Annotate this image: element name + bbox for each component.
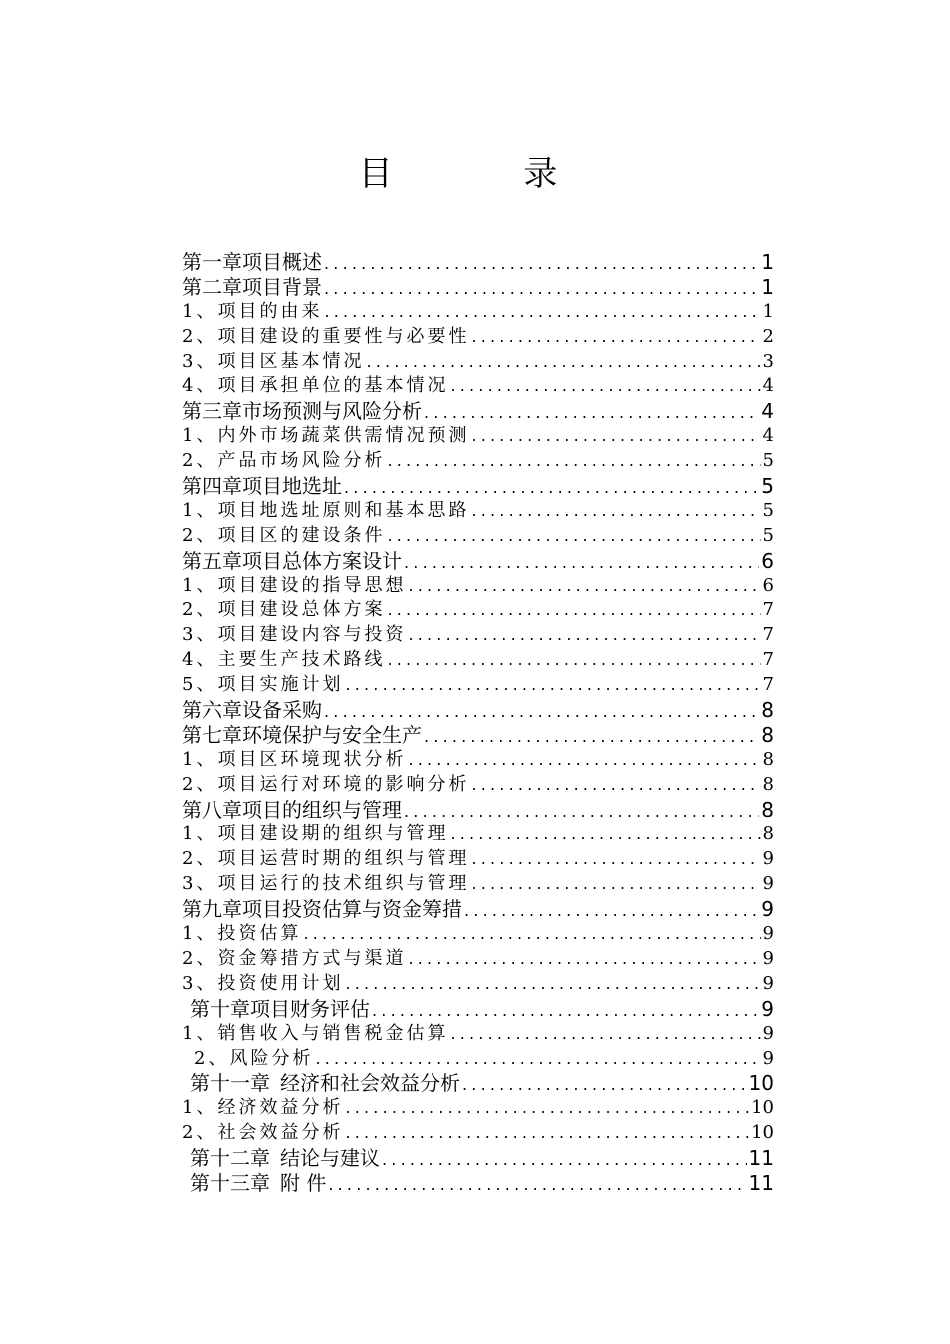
- page-number: 11: [748, 1146, 774, 1171]
- dot-leader: [324, 252, 759, 275]
- toc-chapter-entry[interactable]: [182, 798, 774, 823]
- toc-section-entry[interactable]: [182, 499, 774, 524]
- dot-leader: [408, 947, 760, 972]
- page-number: 11: [748, 1170, 774, 1195]
- dot-leader: [382, 1148, 747, 1171]
- entry-title: 项目财务评估: [250, 996, 370, 1021]
- toc-chapter-entry[interactable]: [182, 549, 774, 574]
- entry-title: 1、投资估算: [182, 923, 302, 945]
- dot-leader: [408, 623, 760, 648]
- toc-chapter-entry[interactable]: [182, 723, 774, 748]
- toc-section-entry[interactable]: [182, 574, 774, 599]
- entry-title: 1、项目建设期的组织与管理: [182, 823, 449, 845]
- toc-section-entry[interactable]: [182, 598, 774, 623]
- dot-leader: [462, 1073, 747, 1096]
- toc-section-entry[interactable]: [182, 822, 774, 847]
- entry-title: 2、项目建设总体方案: [182, 599, 386, 621]
- toc-chapter-entry[interactable]: [182, 250, 774, 275]
- dot-leader: [387, 598, 760, 623]
- toc-chapter-entry[interactable]: [182, 897, 774, 922]
- dot-leader: [344, 476, 759, 499]
- toc-section-entry[interactable]: [182, 947, 774, 972]
- dot-leader: [471, 847, 760, 872]
- chapter-number: 第一章: [182, 250, 242, 274]
- page-number: 8: [761, 722, 774, 747]
- entry-title: 2、项目运行对环境的影响分析: [182, 773, 470, 795]
- chapter-number: 第六章: [182, 698, 242, 723]
- entry-title: 1、项目的由来: [182, 300, 323, 322]
- toc-section-entry[interactable]: [182, 1096, 774, 1121]
- dot-leader: [471, 872, 760, 897]
- toc-chapter-entry[interactable]: [182, 1171, 774, 1196]
- page-number: 7: [762, 599, 774, 621]
- page-number: 8: [761, 698, 774, 723]
- toc-chapter-entry[interactable]: [182, 275, 774, 300]
- entry-title: 1、项目地选址原则和基本思路: [182, 499, 470, 521]
- entry-title: 2、风险分析: [194, 1047, 314, 1069]
- table-of-contents: [182, 250, 774, 1196]
- page-number: 5: [762, 450, 774, 472]
- toc-chapter-entry[interactable]: [182, 1146, 774, 1171]
- toc-section-entry[interactable]: [182, 847, 774, 872]
- dot-leader: [345, 972, 760, 997]
- dot-leader: [424, 725, 759, 748]
- toc-section-entry[interactable]: [182, 648, 774, 673]
- entry-title: 经济和社会效益分析: [280, 1071, 460, 1096]
- dot-leader: [471, 499, 760, 524]
- entry-title: 2、项目区的建设条件: [182, 524, 386, 546]
- dot-leader: [345, 1121, 749, 1146]
- page-number: 1: [761, 274, 774, 299]
- page-number: 9: [762, 1022, 774, 1044]
- dot-leader: [404, 800, 759, 823]
- entry-title: 设备采购: [242, 698, 322, 723]
- page-number: 9: [762, 1047, 774, 1069]
- entry-title: 项目投资估算与资金筹措: [242, 897, 462, 922]
- chapter-number: 第五章: [182, 548, 242, 573]
- dot-leader: [471, 424, 760, 449]
- entry-title: 项目的组织与管理: [242, 797, 402, 822]
- entry-title: 1、内外市场蔬菜供需情况预测: [182, 425, 470, 447]
- toc-section-entry[interactable]: [182, 374, 774, 399]
- toc-section-entry[interactable]: [182, 673, 774, 698]
- dot-leader: [450, 1022, 760, 1047]
- entry-title: 2、社会效益分析: [182, 1122, 344, 1144]
- page-number: 1: [761, 250, 774, 274]
- entry-title: 结论与建议: [280, 1146, 380, 1171]
- page-number: 6: [762, 574, 774, 596]
- entry-title: 环境保护与安全生产: [242, 722, 422, 747]
- page-number: 4: [761, 399, 774, 424]
- entry-title: 2、资金筹措方式与渠道: [182, 947, 407, 969]
- dot-leader: [450, 374, 760, 399]
- entry-title: 市场预测与风险分析: [242, 399, 422, 424]
- entry-title: 3、项目建设内容与投资: [182, 624, 407, 646]
- toc-chapter-entry[interactable]: [182, 1071, 774, 1096]
- dot-leader: [424, 401, 759, 424]
- entry-title: 3、项目区基本情况: [182, 350, 365, 372]
- dot-leader: [324, 277, 759, 300]
- toc-section-entry[interactable]: [182, 449, 774, 474]
- dot-leader: [408, 748, 760, 773]
- page-number: 8: [762, 773, 774, 795]
- dot-leader: [471, 773, 760, 798]
- toc-section-entry[interactable]: [182, 623, 774, 648]
- dot-leader: [324, 300, 760, 325]
- page-number: 5: [761, 474, 774, 499]
- toc-section-entry[interactable]: [182, 524, 774, 549]
- toc-section-entry[interactable]: [182, 773, 774, 798]
- toc-section-entry[interactable]: [182, 748, 774, 773]
- page-number: 8: [761, 797, 774, 822]
- chapter-number: 第十二章: [190, 1146, 270, 1171]
- dot-leader: [408, 574, 760, 599]
- page-number: 3: [762, 350, 774, 372]
- entry-title: 1、项目区环境现状分析: [182, 748, 407, 770]
- toc-section-entry[interactable]: [182, 300, 774, 325]
- page-number: 10: [751, 1122, 774, 1144]
- page-number: 9: [762, 947, 774, 969]
- dot-leader: [471, 325, 760, 350]
- entry-title: 项目地选址: [242, 474, 342, 499]
- toc-title: 目 录: [358, 154, 618, 194]
- page-number: 10: [748, 1071, 774, 1096]
- dot-leader: [387, 648, 760, 673]
- entry-title: 项目背景: [242, 274, 322, 299]
- page-number: 9: [762, 873, 774, 895]
- toc-chapter-entry[interactable]: [182, 698, 774, 723]
- chapter-number: 第十三章: [190, 1170, 270, 1195]
- chapter-number: 第八章: [182, 797, 242, 822]
- entry-title: 1、经济效益分析: [182, 1097, 344, 1119]
- toc-section-entry[interactable]: [182, 1022, 774, 1047]
- entry-title: 3、投资使用计划: [182, 972, 344, 994]
- dot-leader: [324, 700, 759, 723]
- page-number: 2: [762, 325, 774, 347]
- chapter-number: 第九章: [182, 897, 242, 922]
- toc-section-entry[interactable]: [182, 922, 774, 947]
- page-number: 9: [761, 897, 774, 922]
- page-number: 7: [762, 674, 774, 696]
- entry-title: 1、项目建设的指导思想: [182, 574, 407, 596]
- entry-title: 2、项目建设的重要性与必要性: [182, 325, 470, 347]
- page-number: 1: [762, 300, 774, 322]
- toc-section-entry[interactable]: [182, 1047, 774, 1072]
- entry-title: 4、主要生产技术路线: [182, 649, 386, 671]
- dot-leader: [366, 350, 760, 375]
- chapter-number: 第十一章: [190, 1071, 270, 1096]
- toc-section-entry[interactable]: [182, 972, 774, 997]
- dot-leader: [372, 999, 759, 1022]
- entry-title: 2、项目运营时期的组织与管理: [182, 848, 470, 870]
- chapter-number: 第四章: [182, 474, 242, 499]
- toc-section-entry[interactable]: [182, 350, 774, 375]
- toc-chapter-entry[interactable]: [182, 474, 774, 499]
- page-number: 9: [761, 996, 774, 1021]
- page-number: 9: [762, 972, 774, 994]
- page-number: 6: [761, 548, 774, 573]
- dot-leader: [315, 1047, 760, 1072]
- toc-section-entry[interactable]: [182, 1121, 774, 1146]
- dot-leader: [404, 551, 759, 574]
- dot-leader: [345, 1096, 749, 1121]
- chapter-number: 第十章: [190, 996, 250, 1021]
- entry-title: 4、项目承担单位的基本情况: [182, 375, 449, 397]
- entry-title: 1、销售收入与销售税金估算: [182, 1022, 449, 1044]
- dot-leader: [345, 673, 760, 698]
- dot-leader: [387, 449, 760, 474]
- toc-chapter-entry[interactable]: [182, 399, 774, 424]
- dot-leader: [328, 1173, 746, 1196]
- entry-title: 项目总体方案设计: [242, 548, 402, 573]
- page-number: 7: [762, 649, 774, 671]
- entry-title: 2、产品市场风险分析: [182, 450, 386, 472]
- dot-leader: [303, 922, 760, 947]
- page-number: 5: [762, 499, 774, 521]
- toc-chapter-entry[interactable]: [182, 997, 774, 1022]
- dot-leader: [464, 899, 759, 922]
- entry-title: 5、项目实施计划: [182, 674, 344, 696]
- chapter-number: 第七章: [182, 722, 242, 747]
- page-number: 9: [762, 923, 774, 945]
- entry-title: 附 件: [280, 1170, 327, 1195]
- page-number: 10: [751, 1097, 774, 1119]
- page-number: 4: [762, 425, 774, 447]
- toc-section-entry[interactable]: [182, 325, 774, 350]
- page-number: 8: [762, 823, 774, 845]
- toc-section-entry[interactable]: [182, 872, 774, 897]
- dot-leader: [450, 822, 760, 847]
- page-number: 9: [762, 848, 774, 870]
- chapter-number: 第二章: [182, 274, 242, 299]
- page-number: 8: [762, 748, 774, 770]
- dot-leader: [387, 524, 760, 549]
- entry-title: 3、项目运行的技术组织与管理: [182, 873, 470, 895]
- page-number: 7: [762, 624, 774, 646]
- toc-section-entry[interactable]: [182, 424, 774, 449]
- chapter-number: 第三章: [182, 399, 242, 424]
- page-number: 4: [762, 375, 774, 397]
- page-number: 5: [762, 524, 774, 546]
- entry-title: 项目概述: [242, 250, 322, 274]
